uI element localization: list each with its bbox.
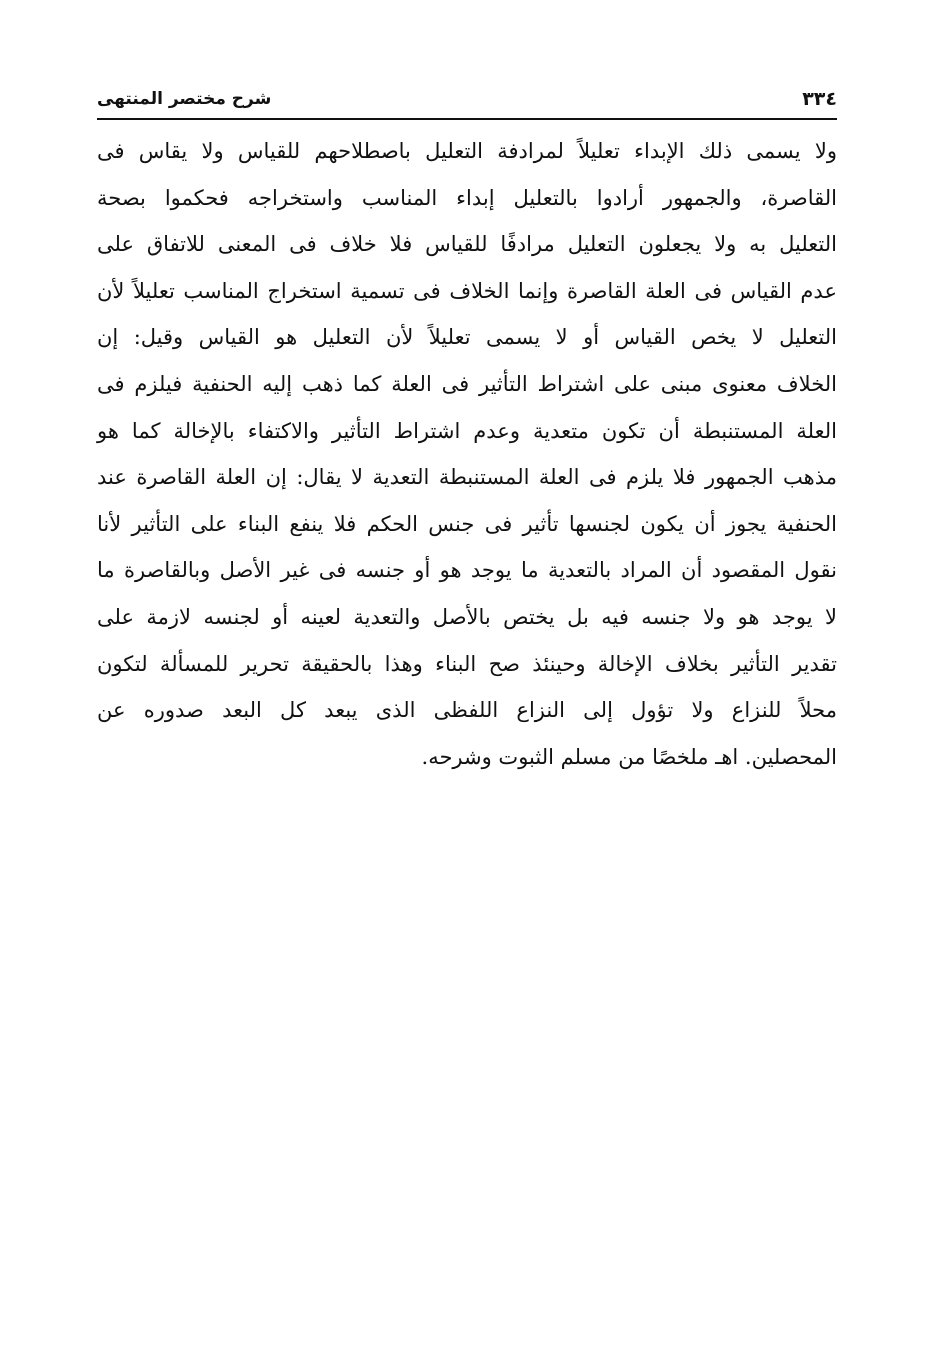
- text-line-final: المحصلين. اهـ ملخصًا من مسلم الثبوت وشرحه.: [421, 744, 837, 769]
- book-title: شرح مختصر المنتهى: [97, 89, 272, 109]
- body-text: [97, 128, 837, 780]
- text-line: محلاً للنزاع ولا تؤول إلى النزاع اللفظى الذى يبعد كل البعد صدوره عن: [97, 698, 837, 723]
- page-number: ٣٣٤: [802, 88, 837, 110]
- text-line: القاصرة، والجمهور أرادوا بالتعليل إبداء المناسب واستخراجه فحكموا بصحة: [97, 185, 837, 210]
- text-line: الحنفية يجوز أن يكون لجنسها تأثير فى جنس الحكم فلا ينفع البناء على التأثير لأنا: [97, 511, 837, 536]
- text-line: مذهب الجمهور فلا يلزم فى العلة المستنبطة التعدية لا يقال: إن العلة القاصرة عند: [97, 465, 837, 490]
- text-line: الخلاف معنوى مبنى على اشتراط التأثير فى العلة كما ذهب إليه الحنفية فيلزم فى: [97, 371, 837, 396]
- text-line: لا يوجد هو ولا جنسه فيه بل يختص بالأصل والتعدية لعينه أو لجنسه لازمة على: [97, 604, 837, 629]
- text-line: التعليل به ولا يجعلون التعليل مرادفًا للقياس فلا خلاف فى المعنى للاتفاق على: [97, 232, 837, 257]
- text-line: تقدير التأثير بخلاف الإخالة وحينئذ صح البناء وهذا بالحقيقة تحرير للمسألة لتكون: [97, 651, 837, 676]
- header-divider: [97, 118, 837, 120]
- text-line: ولا يسمى ذلك الإبداء تعليلاً لمرادفة التعليل باصطلاحهم للقياس ولا يقاس فى: [97, 139, 837, 163]
- text-line: التعليل لا يخص القياس أو لا يسمى تعليلاً لأن التعليل هو القياس وقيل: إن: [97, 325, 837, 350]
- text-line: عدم القياس فى العلة القاصرة وإنما الخلاف فى تسمية استخراج المناسب تعليلاً لأن: [97, 278, 837, 303]
- text-line: العلة المستنبطة أن تكون متعدية وعدم اشتراط التأثير والاكتفاء بالإخالة كما هو: [97, 418, 837, 443]
- text-line: نقول المقصود أن المراد بالتعدية ما يوجد هو أو جنسه فى غير الأصل وبالقاصرة ما: [97, 558, 837, 583]
- running-header: [97, 84, 837, 116]
